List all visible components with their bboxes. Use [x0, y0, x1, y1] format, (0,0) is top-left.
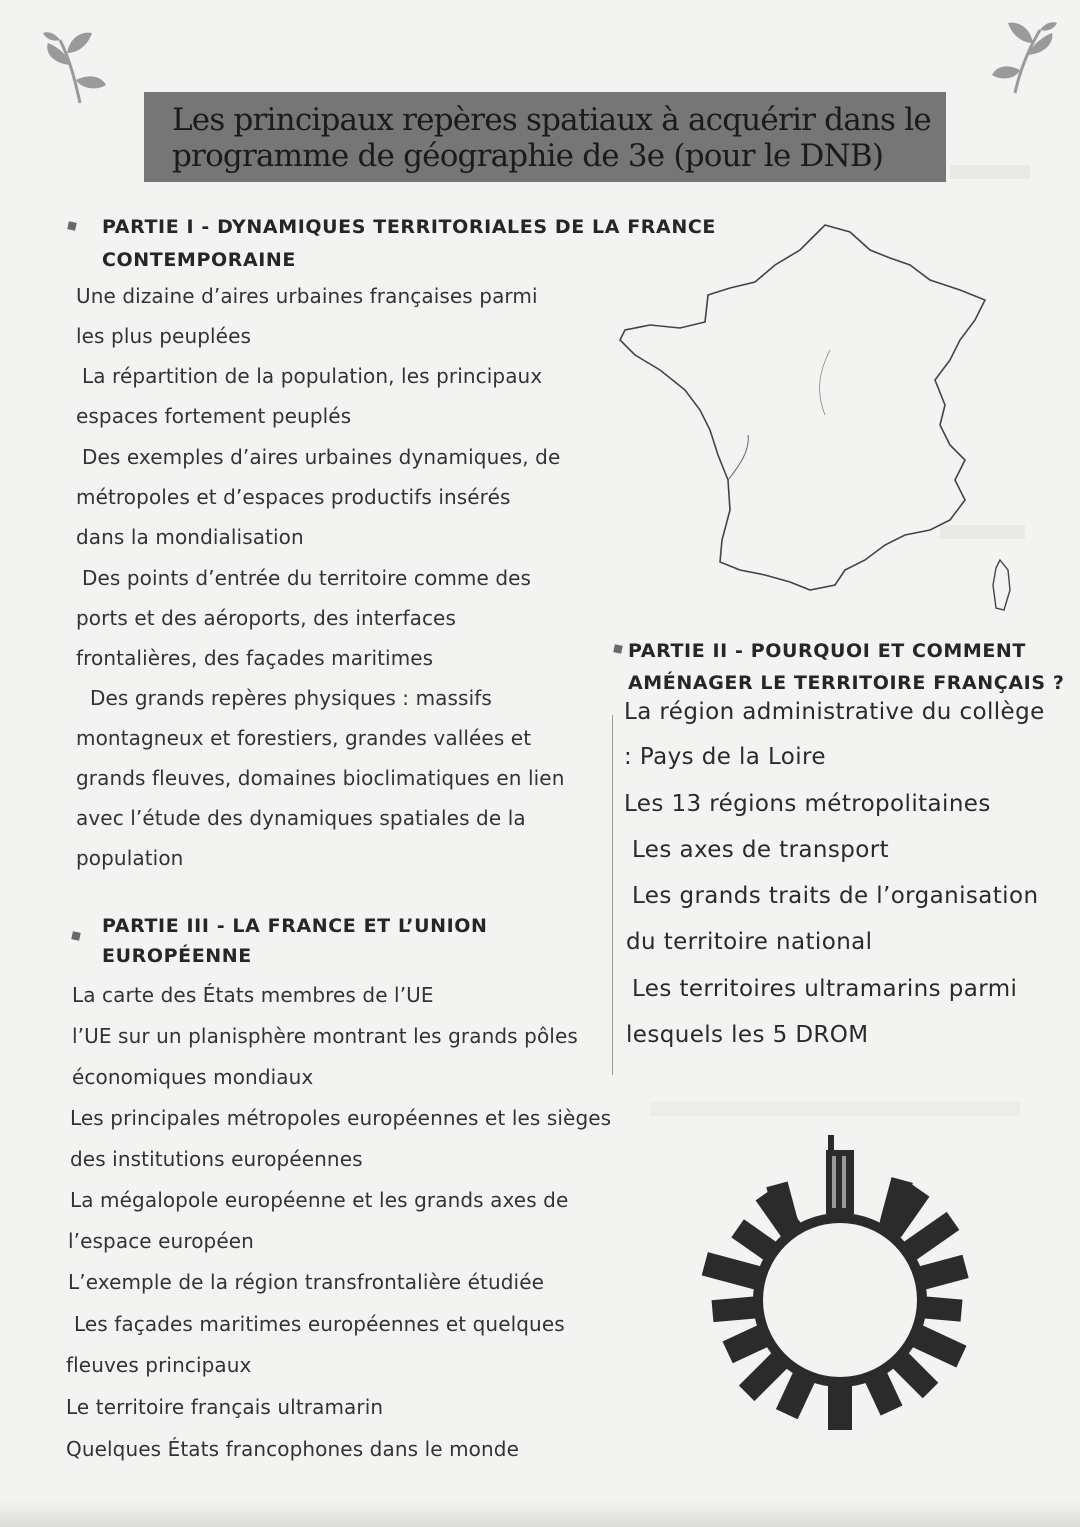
- part3-heading-line-2: EUROPÉENNE: [102, 945, 252, 967]
- square-bullet-icon: [71, 931, 80, 940]
- part1-line: les plus peuplées: [76, 324, 252, 348]
- bleed-through-mark: [950, 165, 1030, 179]
- part3-line: fleuves principaux: [66, 1353, 252, 1377]
- part3-line: des institutions européennes: [70, 1147, 363, 1171]
- part1-line: espaces fortement peuplés: [76, 404, 352, 428]
- part3-line: Quelques États francophones dans le monde: [66, 1437, 519, 1461]
- page-bottom-edge: [0, 1500, 1080, 1527]
- part2-line: Les axes de transport: [632, 837, 890, 863]
- part3-line: La mégalopole européenne et les grands axes de: [70, 1188, 569, 1212]
- part3-line: économiques mondiaux: [72, 1065, 314, 1089]
- title-line-1: Les principaux repères spatiaux à acquérir dans le: [172, 102, 931, 138]
- part3-line: L’exemple de la région transfrontalière étudiée: [68, 1270, 545, 1294]
- title-line-2: programme de géographie de 3e (pour le DNB): [172, 138, 884, 174]
- part3-line: l’espace européen: [68, 1229, 254, 1253]
- part1-line: Des points d’entrée du territoire comme des: [82, 566, 532, 590]
- part2-line: Les grands traits de l’organisation: [632, 883, 1039, 909]
- part2-heading-line-1: PARTIE II - POURQUOI ET COMMENT: [628, 640, 1026, 662]
- part2-heading-line-2: AMÉNAGER LE TERRITOIRE FRANÇAIS ?: [628, 672, 1065, 694]
- part1-line: métropoles et d’espaces productifs insérés: [76, 485, 511, 509]
- part3-line: La carte des États membres de l’UE: [72, 983, 434, 1007]
- part1-line: grands fleuves, domaines bioclimatiques en lien: [76, 766, 565, 790]
- part1-line: dans la mondialisation: [76, 525, 304, 549]
- part1-line: population: [76, 846, 184, 870]
- page-title: [144, 92, 946, 182]
- part3-line: l’UE sur un planisphère montrant les grands pôles: [72, 1024, 578, 1048]
- part2-line: Les 13 régions métropolitaines: [624, 791, 991, 817]
- part3-line: Les façades maritimes européennes et quelques: [74, 1312, 565, 1336]
- part1-line: ports et des aéroports, des interfaces: [76, 606, 456, 630]
- part1-line: avec l’étude des dynamiques spatiales de la: [76, 806, 526, 830]
- part2-line: La région administrative du collège: [624, 699, 1045, 725]
- square-bullet-icon: [67, 221, 76, 230]
- part1-line: La répartition de la population, les principaux: [82, 364, 543, 388]
- part1-line: Une dizaine d’aires urbaines françaises parmi: [76, 284, 538, 308]
- part2-line: : Pays de la Loire: [624, 744, 826, 770]
- france-map-outline: [600, 210, 1040, 630]
- city-globe-illustration: [700, 1120, 980, 1460]
- part2-line: du territoire national: [626, 929, 873, 955]
- part1-heading-line-2: CONTEMPORAINE: [102, 249, 297, 271]
- part2-line: Les territoires ultramarins parmi: [632, 976, 1018, 1002]
- part1-heading-line-1: PARTIE I - DYNAMIQUES TERRITORIALES DE LA FRANCE: [102, 216, 716, 238]
- leaf-ornament-icon: [990, 15, 1060, 95]
- part1-line: frontalières, des façades maritimes: [76, 646, 434, 670]
- bleed-through-mark: [650, 1102, 1020, 1116]
- leaf-ornament-icon: [40, 25, 110, 105]
- column-divider: [612, 715, 613, 1075]
- part1-line: montagneux et forestiers, grandes vallées et: [76, 726, 532, 750]
- part1-line: Des exemples d’aires urbaines dynamiques, de: [82, 445, 561, 469]
- square-bullet-icon: [613, 644, 622, 653]
- part3-line: Le territoire français ultramarin: [66, 1395, 384, 1419]
- part3-line: Les principales métropoles européennes et les sièges: [70, 1106, 612, 1130]
- part3-heading-line-1: PARTIE III - LA FRANCE ET L’UNION: [102, 915, 488, 937]
- part1-line: Des grands repères physiques : massifs: [90, 686, 492, 710]
- part2-line: lesquels les 5 DROM: [626, 1022, 869, 1048]
